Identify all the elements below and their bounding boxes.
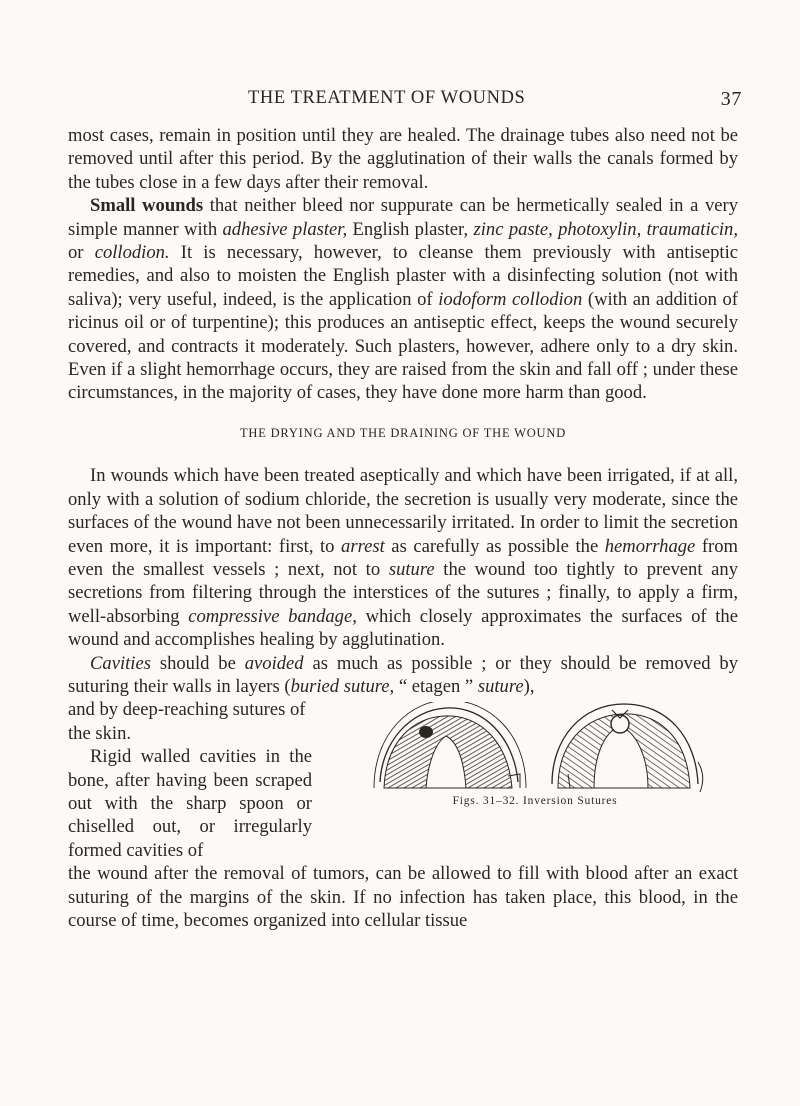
para3-italic-2: hemorrhage — [604, 535, 696, 557]
para2-text-4: It is necessary, however, to cleanse them previously with antiseptic remedies, and also to moisten the English plaster with a disinfecting solution (not with saliva); very useful, indeed, is the application of — [68, 242, 739, 310]
para2-italic-4: iodoform collodion — [438, 288, 583, 310]
para2-italic-2: zinc paste, photoxylin, traumaticin, — [473, 218, 738, 240]
para2-text-5: (with an addition of ricinus oil or of turpentine); this produces an antiseptic effect, keeps the wound securely covered, and contracts it moderately. Such plasters, however, adhere only to a dry skin. Even if a slight hemorrhage occurs, they are raised from the skin and fall off ; under these circumstances, in the majority of cases, they have done more harm than good. — [68, 288, 738, 404]
para2-text-2: English plaster, — [347, 218, 474, 240]
para2-italic-3: collodion. — [94, 242, 170, 264]
para4-italic-4: suture — [477, 675, 524, 697]
para4-italic-2: avoided — [244, 652, 304, 674]
figure-32 — [552, 704, 703, 792]
para3-text-1: In wounds which have been treated aseptically and which have been irrigated, if at all, only with a solution of sodium chloride, the secretion is usually very moderate, since the surfaces of the wound have not been unnecessarily irritated. In order to limit the secretion even more, it is important: first, to — [68, 465, 738, 557]
para3-text-2: as carefully as possible the — [384, 535, 605, 557]
para3-italic-1: arrest — [341, 535, 385, 557]
para3-text-4: the wound too tightly to prevent any secretions from filtering through the interstices of the sutures ; finally, to apply a firm, well-absorbing — [68, 558, 739, 627]
paragraph-5-rest: the wound after the removal of tumors, can be allowed to fill with blood after an exact suturing of the margins of the skin. If no infection has taken place, this blood, in the course of time, becomes organized into cellular tissue — [68, 863, 738, 931]
paragraph-3 — [68, 464, 738, 651]
body-text — [68, 124, 738, 932]
para2-lead: Small wounds — [90, 195, 204, 217]
para3-italic-4: compressive bandage, — [188, 605, 357, 627]
figure-wrap-region — [68, 698, 738, 862]
para3-text-3: from even the smallest vessels ; next, not to — [68, 535, 739, 580]
figure-inversion-sutures — [312, 702, 738, 820]
paragraph-5-wrapped: Rigid walled cavities in the bone, after having been scraped out with the sharp spoon or chiselled out, or irregularly formed cavities of — [68, 746, 312, 861]
paragraph-4 — [68, 652, 738, 699]
paragraph-4-continued: and by deep-reaching sutures of the skin. — [68, 699, 306, 744]
paragraph-2 — [68, 194, 738, 405]
figure-31 — [374, 702, 526, 788]
running-head-title: THE TREATMENT OF WOUNDS — [248, 88, 526, 108]
para2-italic-1: adhesive plaster, — [222, 218, 348, 240]
para4-italic-1: Cavities — [90, 652, 151, 674]
para2-text-3: or — [68, 242, 95, 264]
para4-text-3: “ etagen ” — [394, 675, 478, 697]
para4-text-2: as much as possible ; or they should be removed by suturing their walls in layers ( — [68, 652, 738, 697]
para4-text-1: should be — [150, 652, 245, 674]
para2-text-1: that neither bleed nor suppurate can be hermetically sealed in a very simple manner with — [68, 195, 738, 240]
page-number: 37 — [720, 88, 742, 110]
section-subheading: THE DRYING AND THE DRAINING OF THE WOUND — [239, 425, 567, 440]
para4-italic-3: buried suture, — [290, 675, 395, 697]
figure-caption: Figs. 31–32. Inversion Sutures — [452, 795, 618, 808]
para3-text-5: which closely approximates the surfaces of the wound and accomplishes healing by agglutination. — [68, 605, 738, 651]
paragraph-1: most cases, remain in position until they are healed. The drainage tubes also need not be removed until after this period. By the agglutination of their walls the canals formed by the tubes close in a few days after their removal. — [68, 125, 738, 193]
para4-text-4: ), — [523, 675, 535, 697]
para3-italic-3: suture — [388, 558, 435, 580]
